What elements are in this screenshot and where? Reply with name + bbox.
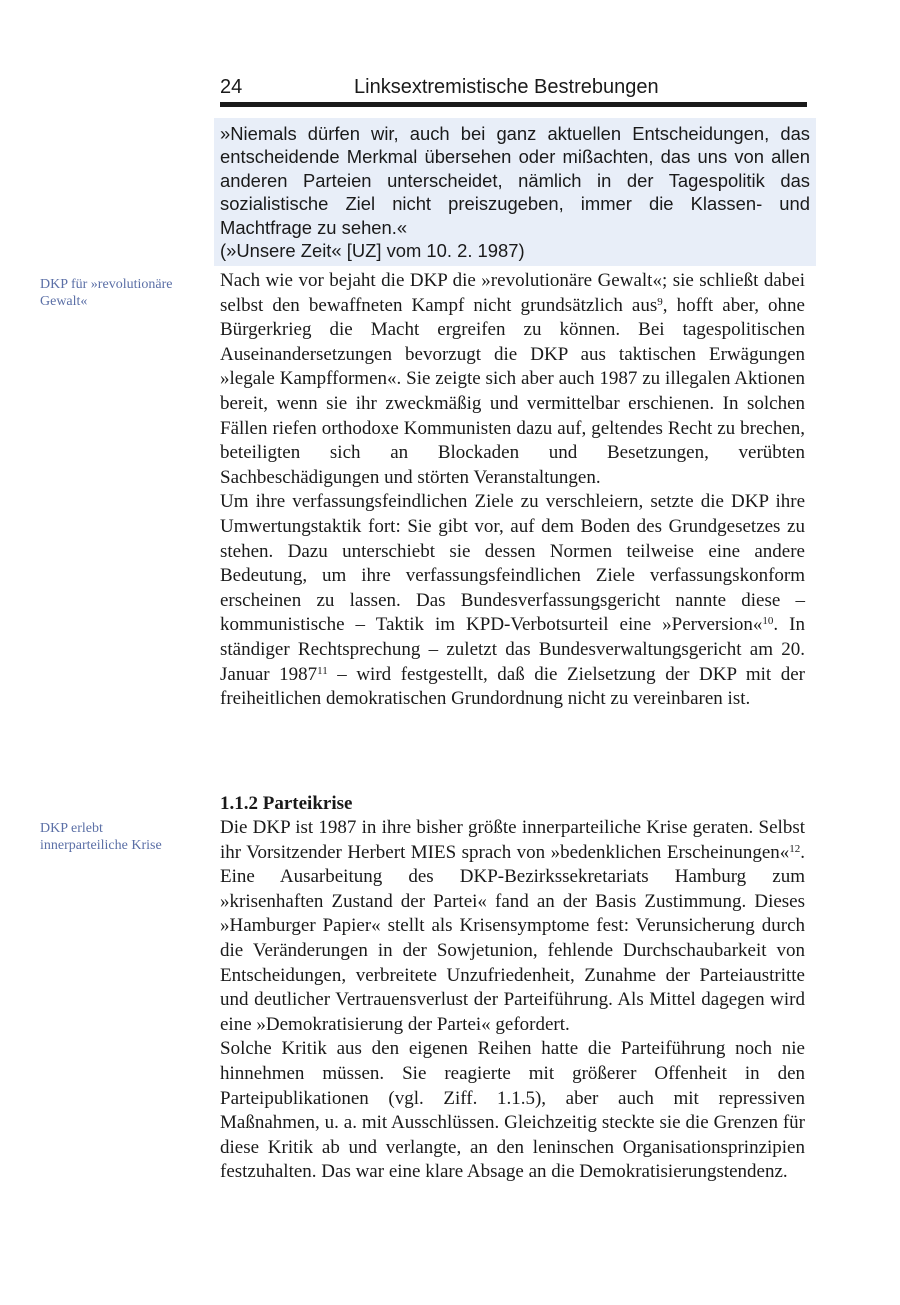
paragraph <box>220 816 805 1037</box>
footnote-ref: 12 <box>789 842 801 855</box>
footnote-ref: 9 <box>657 295 663 308</box>
page-number: 24 <box>220 76 243 98</box>
text-run: . Eine Ausarbeitung des DKP-Bezirkssekretariats Hamburg zum »krisenhaften Zustand der Partei« fand an der Basis Zustimmung. Dieses »Hamburger Papier« stellt als Krisensymptome fest: Verunsicherung durch die Veränderungen in der Sowjetunion, fehlende Durchschaubarkeit von Entscheidungen, verbreitete Unzufriedenheit, Zunahme der Parteiaustritte und deutlicher Vertrauensverlust der Parteiführung. Als Mittel dagegen wird eine »Demokratisierung der Partei« gefordert. <box>220 841 805 1035</box>
quote-source: (»Unsere Zeit« [UZ] vom 10. 2. 1987) <box>220 240 525 262</box>
text-run: , hofft aber, ohne Bürgerkrieg die Macht ergreifen zu können. Bei tagespolitischen Auseinandersetzungen bevorzugt die DKP aus taktischen Erwägungen »legale Kampfformen«. Sie zeigte sich aber auch 1987 zu illegalen Aktionen bereit, wenn sie ihr zweckmäßig und vermittelbar erschienen. In solchen Fällen riefen orthodoxe Kommunisten dazu auf, geltendes Recht zu brechen, beteiligten sich an Blockaden und Besetzungen, verübten Sachbeschädigungen und störten Veranstaltungen. <box>220 294 805 488</box>
text-run: Nach wie vor bejaht die DKP die »revolutionäre Gewalt«; sie schließt dabei selbst den bewaffneten Kampf nicht grundsätzlich aus <box>220 270 805 316</box>
running-title: Linksextremistische Bestrebungen <box>354 76 659 98</box>
paragraph: Solche Kritik aus den eigenen Reihen hatte die Parteiführung noch nie hinnehmen müssen. Sie reagierte mit größerer Offenheit in den Parteipublikationen (vgl. Ziff. 1.1.5), aber auch mit repressiven Maßnahmen, u. a. mit Ausschlüssen. Gleichzeitig steckte sie die Grenzen für diese Kritik ab und verlangte, an den leninschen Organisationsprinzipien festzuhalten. Das war eine klare Absage an die Demokratisierungstendenz. <box>220 1038 805 1183</box>
paragraph <box>220 269 805 490</box>
paragraph <box>220 490 805 711</box>
footnote-ref: 10 <box>762 615 774 628</box>
text-run: – wird festgestellt, daß die Zielsetzung der DKP mit der freiheitlichen demokratischen Grundordnung nicht zu vereinbaren ist. <box>220 663 806 710</box>
quote-text: »Niemals dürfen wir, auch bei ganz aktuellen Entscheidungen, das entscheidende Merkmal übersehen oder mißachten, das uns von allen anderen Parteien unterscheidet, nämlich in der Tagespolitik das sozialistische Ziel nicht preiszugeben, immer die Klassen- und Machtfrage zu sehen.« <box>220 123 810 238</box>
text-run: Die DKP ist 1987 in ihre bisher größte innerparteiliche Krise geraten. Selbst ihr Vorsitzender Herbert MIES sprach von »bedenklichen Erscheinungen« <box>220 817 805 863</box>
margin-note-party-crisis: DKP erlebt innerparteiliche Krise <box>40 821 162 853</box>
quote-box <box>214 118 816 266</box>
margin-note-revolutionary-violence: DKP für »revolutionäre Gewalt« <box>40 277 173 309</box>
running-header <box>220 74 807 107</box>
footnote-ref: 11 <box>317 664 328 677</box>
text-run: Um ihre verfassungsfeindlichen Ziele zu verschleiern, setzte die DKP ihre Umwertungstaktik fort: Sie gibt vor, auf dem Boden des Grundgesetzes zu stehen. Dazu unterschiebt sie dessen Normen teilweise eine andere Bedeutung, um ihre verfassungsfeindlichen Ziele verfassungskonform erscheinen zu lassen. Das Bundesverfassungsgericht nannte diese – kommunistische – Taktik im KPD-Verbotsurteil eine »Perversion« <box>220 491 805 636</box>
section2-text <box>220 816 805 1185</box>
section-heading: 1.1.2 Parteikrise <box>220 793 353 814</box>
section1-text <box>220 269 805 712</box>
text-run: . In ständiger Rechtsprechung – zuletzt das Bundesverwaltungsgericht am 20. Januar 1987 <box>220 614 805 685</box>
